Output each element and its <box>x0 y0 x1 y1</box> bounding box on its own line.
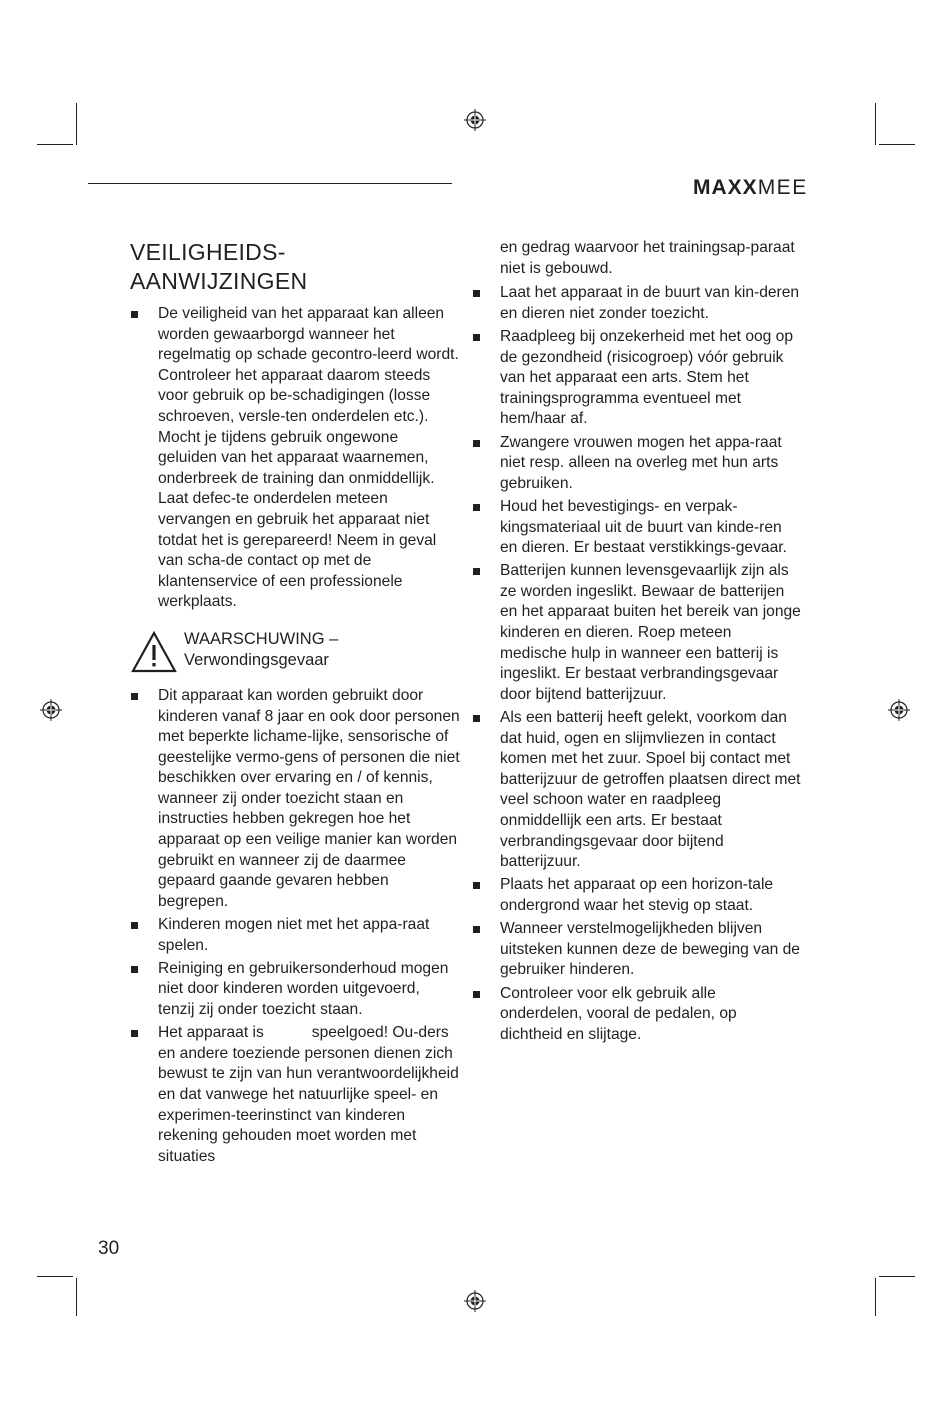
list-item <box>472 984 802 1046</box>
crop-mark <box>37 1276 73 1277</box>
logo-light-text: MEE <box>757 176 808 199</box>
list-item-text: Kinderen mogen niet met het appa-raat spelen. <box>158 916 430 954</box>
intro-list <box>130 304 460 613</box>
warning-block <box>130 630 460 678</box>
crop-mark <box>76 1278 77 1316</box>
bullet-icon <box>473 290 480 297</box>
bullet-icon <box>473 504 480 511</box>
page-number: 30 <box>98 1238 120 1259</box>
list-item <box>130 304 460 613</box>
warning-subtitle: Verwondingsgevaar <box>184 651 329 670</box>
bullet-icon <box>131 311 138 318</box>
bullet-icon <box>131 1030 138 1037</box>
toy-item-end: speelgoed! Ou-ders en andere toeziende personen dienen zich bewust te zijn van hun verantwoordelijkheid en dat vanwege het natuurlijke speel- en experimen-teerinstinct van kinderen rekening gehouden moet worden met situaties <box>158 1024 459 1165</box>
crop-mark <box>875 1278 876 1316</box>
list-item <box>472 433 802 495</box>
list-item-text: Wanneer verstelmogelijkheden blijven uitsteken kunnen deze de beweging van de gebruiker hinderen. <box>500 920 800 979</box>
warning-title: WAARSCHUWING – <box>184 629 339 648</box>
bullet-icon <box>473 715 480 722</box>
bullet-icon <box>473 926 480 933</box>
toy-item-start: Het apparaat is <box>158 1024 264 1042</box>
warning-list <box>130 686 460 1167</box>
crop-mark <box>875 103 876 145</box>
list-item <box>472 283 802 324</box>
header-rule <box>88 183 452 184</box>
bullet-icon <box>473 334 480 341</box>
list-item <box>130 959 460 1021</box>
bullet-icon <box>131 922 138 929</box>
section-title-line-2: AANWIJZINGEN <box>130 268 308 294</box>
bullet-icon <box>473 991 480 998</box>
section-title-line-1: VEILIGHEIDS- <box>130 239 286 265</box>
list-item <box>472 327 802 430</box>
list-item <box>130 915 460 956</box>
continued-text: en gedrag waarvoor het trainingsap-paraat niet is gebouwd. <box>500 239 795 277</box>
list-item <box>130 1023 460 1167</box>
list-item-text: Controleer voor elk gebruik alle onderdelen, vooral de pedalen, op dichtheid en slijtage. <box>500 984 737 1043</box>
list-item <box>472 875 802 916</box>
registration-mark-icon <box>464 1290 486 1312</box>
list-item <box>472 561 802 705</box>
list-item-text: Laat het apparaat in de buurt van kin-deren en dieren niet zonder toezicht. <box>500 284 800 322</box>
crop-mark <box>37 144 73 145</box>
list-item-text: Raadpleeg bij onzekerheid met het oog op de gezondheid (risicogroep) vóór gebruik van het apparaat een arts. Stem het trainingsprogramma eventueel met hem/haar af. <box>500 327 794 428</box>
bullet-icon <box>473 568 480 575</box>
list-item-text: Zwangere vrouwen mogen het appa-raat niet resp. alleen na overleg met hun arts gebruiken. <box>500 433 782 492</box>
list-item-text: Batterijen kunnen levensgevaarlijk zijn als ze worden ingeslikt. Bewaar de batterijen en het apparaat buiten het bereik van jonge kinderen en dieren. Roep meteen medische hulp in wanneer een batterij is ingeslikt. Er bestaat verbrandingsgevaar door bijtend batterijzuur. <box>500 562 801 703</box>
list-item <box>472 708 802 873</box>
right-list <box>472 283 802 1045</box>
list-item <box>130 686 460 913</box>
bullet-icon <box>131 693 138 700</box>
list-item-text: Houd het bevestigings- en verpak-kingsmateriaal uit de buurt van kinde-ren en dieren. Er bestaat verstikkings-gevaar. <box>500 497 787 557</box>
warning-text <box>184 629 338 672</box>
crop-mark <box>76 103 77 145</box>
crop-mark <box>879 1276 915 1277</box>
list-item <box>472 497 802 559</box>
registration-mark-icon <box>464 109 486 131</box>
list-item-text: De veiligheid van het apparaat kan alleen worden gewaarborgd wanneer het regelmatig op schade gecontro-leerd wordt. Controleer het apparaat daarom steeds voor gebruik op be-schadigingen (losse schroeven, versle-ten onderdelen etc.). Mocht je tijdens gebruik ongewone geluiden van het apparaat waarnemen, onderbreek de training dan onmiddellijk. Laat defec-te onderdelen meteen vervangen en gebruik het apparaat niet totdat het is gerepareerd! Neem in geval van scha-de contact op met de klantenservice of een professionele werkplaats. <box>158 305 459 611</box>
section-title <box>130 238 460 296</box>
logo-bold-text: MAXX <box>693 176 758 199</box>
list-item <box>472 919 802 981</box>
list-item-text: Dit apparaat kan worden gebruikt door kinderen vanaf 8 jaar en ook door personen met beperkte lichame-lijke, sensorische of geestelijke vermo-gens of personen die niet beschikken over ervaring en / of kennis, wanneer zij onder toezicht staan en instructies hebben gekregen hoe het apparaat op een veilige manier kan worden gebruikt en wanneer zij de daarmee gepaard gaande gevaren hebben begrepen. <box>158 686 460 910</box>
brand-logo <box>693 176 808 200</box>
right-column <box>472 238 802 1048</box>
warning-triangle-icon <box>130 630 178 674</box>
left-column <box>130 238 460 1170</box>
crop-mark <box>879 144 915 145</box>
registration-mark-icon <box>40 699 62 721</box>
list-item-text: Plaats het apparaat op een horizon-tale ondergrond waar het stevig op staat. <box>500 876 774 914</box>
bullet-icon <box>131 966 138 973</box>
list-item-text: Reiniging en gebruikersonderhoud mogen niet door kinderen worden uitgevoerd, tenzij zij onder toezicht staan. <box>158 959 449 1018</box>
list-item-text: Als een batterij heeft gelekt, voorkom dan dat huid, ogen en slijmvliezen in contact komen met het zuur. Spoel bij contact met batterijzuur de getroffen plaatsen direct met veel schoon water en raadpleeg onmiddellijk een arts. Er bestaat verbrandingsgevaar door bijtend batterijzuur. <box>500 709 801 871</box>
registration-mark-icon <box>888 699 910 721</box>
bullet-icon <box>473 882 480 889</box>
bullet-icon <box>473 440 480 447</box>
